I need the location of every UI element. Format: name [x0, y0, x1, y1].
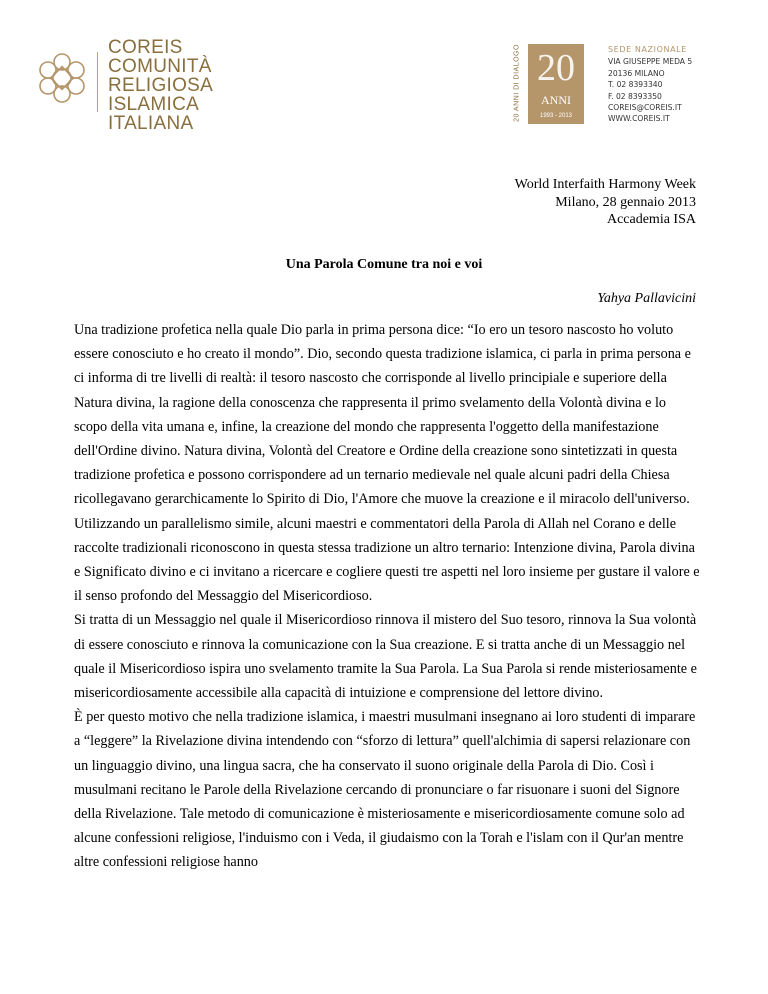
logo-line-5: ITALIANA [108, 113, 194, 134]
anniversary-years: 1993 - 2013 [539, 113, 573, 119]
paragraph-4: È per questo motivo che nella tradizione islamica, i maestri musulmani insegnano ai loro studenti di imparare a “leggere” la Rivelazione divina intendendo con “sforzo di lettura” quell'alchimia di sapersi relazionare con un linguaggio divino, una lingua sacra, che ha conservato il suono originale della Parola di Dio. Così i musulmani recitano le Parole della Rivelazione cercando di pronunciare o far risuonare i suoni del Signore della Rivelazione. Tale metodo di comunicazione è misteriosamente e misericordiosamente comune solo ad alcune confessioni religiose, l'induismo con i Veda, il giudaismo con la Torah e l'islam con il Qur'an mentre altre confessioni religiose hanno [74, 709, 696, 871]
logo-line-3: RELIGIOSA [108, 75, 214, 96]
sede-line: 20136 MILANO [608, 68, 665, 78]
svg-text:20: 20 [537, 47, 575, 89]
logo-line-2: COMUNITÀ [108, 56, 212, 77]
letterhead [0, 0, 768, 150]
sede-title: SEDE NAZIONALE [608, 45, 687, 54]
document-body [74, 318, 702, 875]
coreis-emblem-logo [34, 46, 90, 110]
logo-line-1: COREIS [108, 37, 183, 58]
sede-nazionale-address [608, 44, 763, 125]
logo-line-4: ISLAMICA [108, 94, 200, 115]
sede-line: T. 02 8393340 [608, 80, 663, 90]
document-title: Una Parola Comune tra noi e voi [285, 257, 483, 272]
logo-divider [97, 52, 98, 112]
sede-line: F. 02 8393350 [608, 91, 662, 101]
event-date-block [515, 176, 696, 229]
anniversary-vertical-label: 20 ANNI DI DIALOGO [513, 44, 521, 122]
sede-email[interactable]: COREIS@COREIS.IT [608, 103, 682, 113]
paragraph-3: Si tratta di un Messaggio nel quale il Misericordioso rinnova il mistero del Suo tesoro, rinnova la Sua volontà di essere conosciuto e rinnova la comunicazione con la Sua creazione. E si tratta anche di un Messaggio nel quale il Misericordioso ispira uno svelamento tramite la Sua Parola. La Sua Parola si rende misteriosamente e misericordiosamente accessibile alla capacità di intuizione e comprensione del lettore divino. [74, 612, 697, 702]
sede-line: VIA GIUSEPPE MEDA 5 [608, 57, 693, 67]
event-name: World Interfaith Harmony Week [514, 177, 696, 192]
event-venue: Accademia ISA [606, 212, 696, 227]
anniversary-20-badge [528, 44, 584, 124]
paragraph-2: Utilizzando un parallelismo simile, alcuni maestri e commentatori della Parola di Allah nel Corano e delle raccolte tradizionali riconoscono in questa stessa tradizione un altro ternario: Intenzione divina, Parola divina e Significato divino e ci invitano a ricercare e cogliere questi tre aspetti nel loro insieme per gustare il valore e il senso profondo del Messaggio del Misericordioso. [74, 515, 700, 605]
document-author: Yahya Pallavicini [597, 291, 696, 306]
anniversary-word: ANNI [541, 93, 571, 107]
sede-website[interactable]: WWW.COREIS.IT [608, 114, 670, 124]
event-place-date: Milano, 28 gennaio 2013 [555, 194, 696, 210]
paragraph-1: Una tradizione profetica nella quale Dio parla in prima persona dice: “Io ero un tesoro nascosto ho voluto essere conosciuto e ho creato il mondo”. Dio, secondo questa tradizione islamica, ci parla in prima persona e ci informa di tre livelli di realtà: il tesoro nascosto che corrisponde al livello principiale e superiore della Natura divina, la ragione della conoscenza che rappresenta il primo svelamento della Volontà divina e lo scopo della vita umana e, infine, la creazione del mondo che rappresenta l'oggetto della manifestazione dell'Ordine divino. Natura divina, Volontà del Creatore e Ordine della creazione sono sintetizzati in questa tradizione profetica e possono corrispondere ad un ternario medievale nel quale alcuni padri della Chiesa ricollegavano gerarchicamente lo Spirito di Dio, l'Amore che muove la creazione e il miracolo dell'universo. [74, 322, 691, 508]
coreis-wordmark [108, 38, 248, 133]
